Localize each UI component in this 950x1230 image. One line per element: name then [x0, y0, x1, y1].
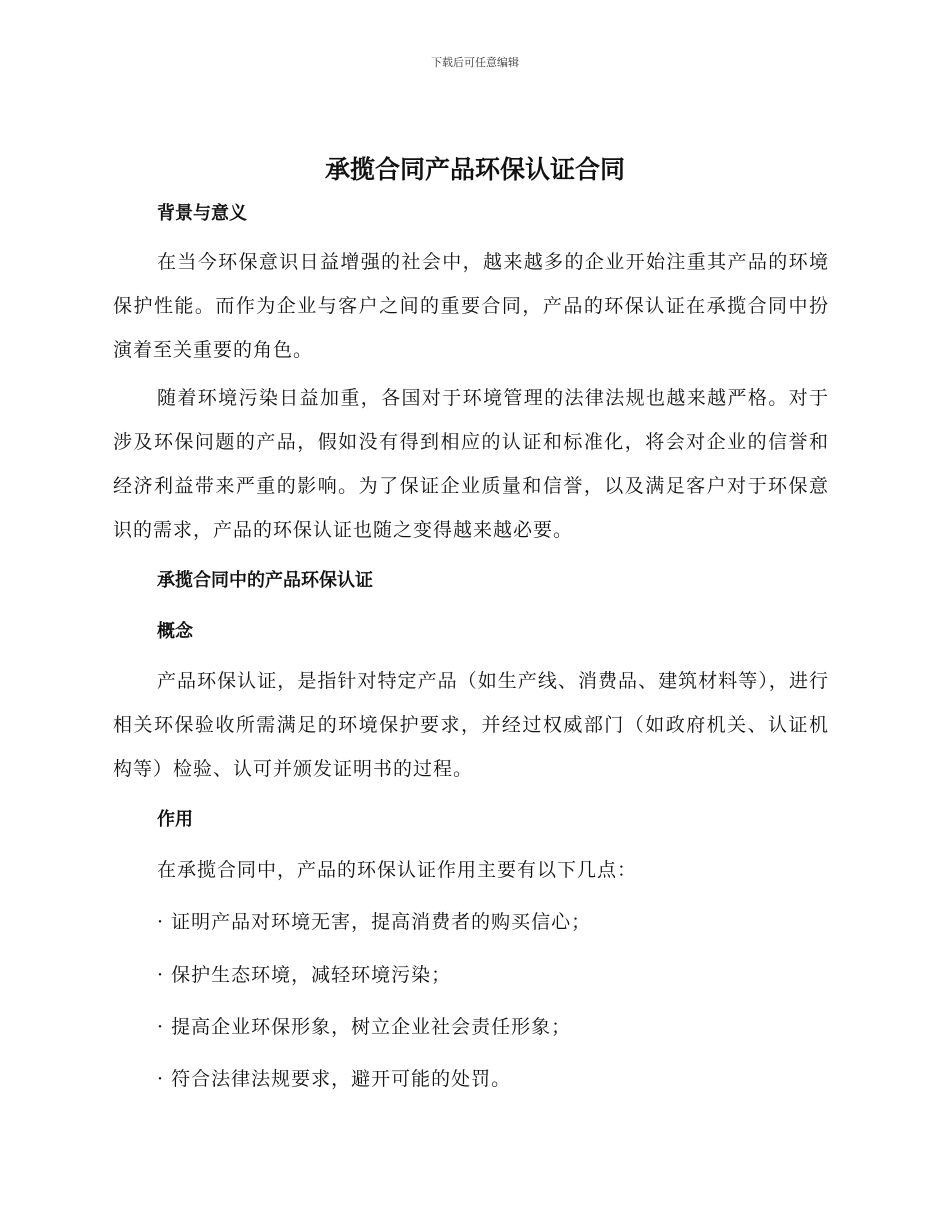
- function-intro: 在承揽合同中，产品的环保认证作用主要有以下几点：: [157, 859, 638, 881]
- paragraph-background-2: 随着环境污染日益加重，各国对于环境管理的法律法规也越来越严格。对于涉及环保问题的产品，假如没有得到相应的认证和标准化，将会对企业的信誉和经济利益带来严重的影响。为了保证企业质量和信誉，以及满足客户对于环保意识的需求，产品的环保认证也随之变得越来越必要。: [113, 387, 829, 541]
- function-bullet-4: · 符合法律法规要求，避开可能的处罚。: [157, 1068, 512, 1090]
- function-bullet-3: · 提高企业环保形象，树立企业社会责任形象；: [157, 1016, 572, 1038]
- paragraph-background-1: 在当今环保意识日益增强的社会中，越来越多的企业开始注重其产品的环境保护性能。而作为企业与客户之间的重要合同，产品的环保认证在承揽合同中扮演着至关重要的角色。: [113, 251, 829, 361]
- heading-function: 作用: [157, 809, 193, 830]
- document-title: 承揽合同产品环保认证合同: [324, 155, 625, 184]
- heading-background: 背景与意义: [157, 203, 247, 224]
- heading-concept: 概念: [157, 621, 193, 642]
- paragraph-concept: 产品环保认证，是指针对特定产品（如生产线、消费品、建筑材料等），进行相关环保验收所需满足的环境保护要求，并经过权威部门（如政府机关、认证机构等）检验、认可并颁发证明书的过程。: [113, 670, 829, 780]
- function-bullet-1: · 证明产品对环境无害，提高消费者的购买信心；: [157, 911, 592, 933]
- heading-certification: 承揽合同中的产品环保认证: [157, 570, 373, 591]
- function-bullet-2: · 保护生态环境，减轻环境污染；: [157, 964, 452, 986]
- header-note: 下载后可任意编辑: [431, 56, 519, 69]
